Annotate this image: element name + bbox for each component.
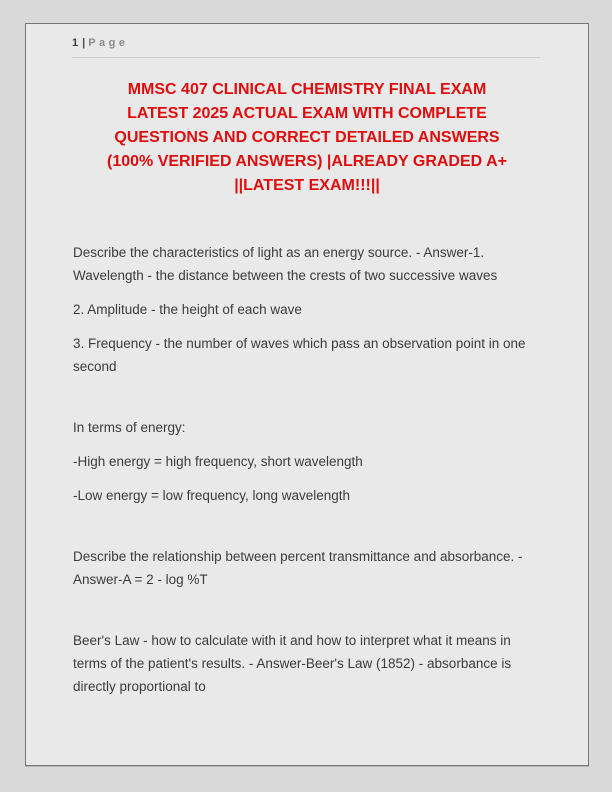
document-page <box>25 23 589 766</box>
title-line: ||LATEST EXAM!!!|| <box>234 177 380 194</box>
paragraph-energy-intro: In terms of energy: <box>73 420 186 435</box>
page-header <box>72 37 540 58</box>
title-line: (100% VERIFIED ANSWERS) |ALREADY GRADED A+ <box>107 153 507 170</box>
paragraph-amplitude: 2. Amplitude - the height of each wave <box>73 302 302 317</box>
document-body <box>73 241 539 698</box>
title-line: LATEST 2025 ACTUAL EXAM WITH COMPLETE <box>127 105 487 122</box>
paragraph-question-light: Describe the characteristics of light as an energy source. - Answer-1. Wavelength - the distance between the crests of two successive waves <box>73 245 498 283</box>
paragraph-beers-law: Beer's Law - how to calculate with it and how to interpret what it means in terms of the patient's results. - Answer-Beer's Law (1852) - absorbance is directly proportional to <box>73 633 512 694</box>
page-label: Page <box>88 37 129 49</box>
paragraph-frequency: 3. Frequency - the number of waves which pass an observation point in one second <box>73 336 526 374</box>
paragraph-high-energy: -High energy = high frequency, short wavelength <box>73 454 363 469</box>
paragraph-transmittance: Describe the relationship between percent transmittance and absorbance. - Answer-A = 2 - log %T <box>73 549 523 587</box>
paragraph-low-energy: -Low energy = low frequency, long wavelength <box>73 488 351 503</box>
page-number: 1 <box>72 37 79 49</box>
header-separator: | <box>82 37 86 49</box>
title-line: QUESTIONS AND CORRECT DETAILED ANSWERS <box>114 129 500 146</box>
document-title <box>68 78 546 198</box>
title-line: MMSC 407 CLINICAL CHEMISTRY FINAL EXAM <box>127 81 487 98</box>
